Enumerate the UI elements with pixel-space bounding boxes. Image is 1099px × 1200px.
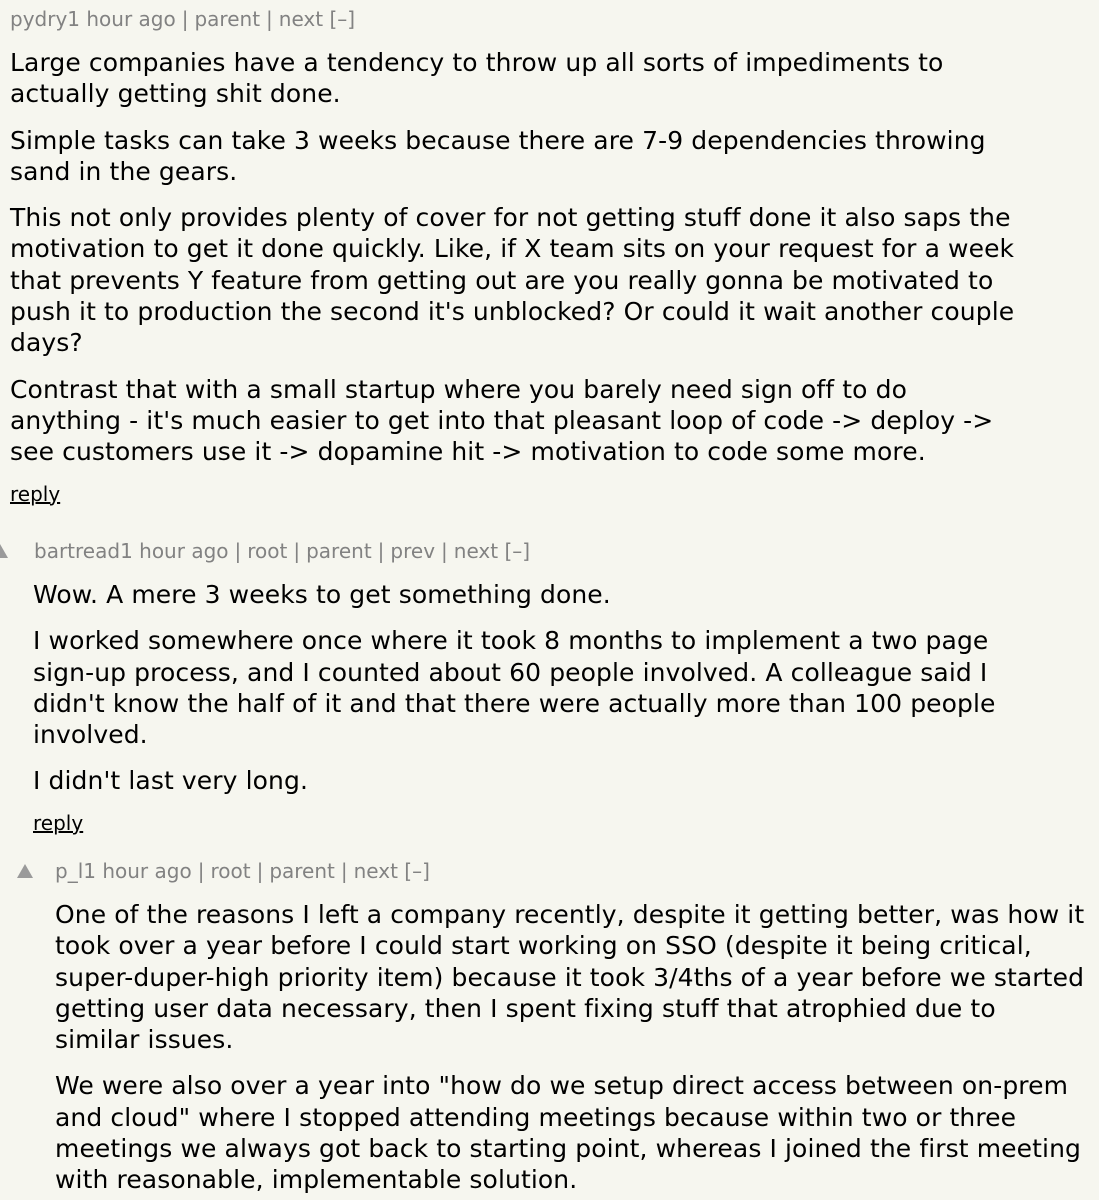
comment-paragraph: We were also over a year into "how do we setup direct access between on-prem and cloud" where I stopped attending meetings because within two or three meetings we always got back to starting point, whereas I joined the first meeting with reasonable, implementable solution. bbox=[55, 1071, 1081, 1195]
comment-body bbox=[10, 47, 1080, 468]
comment-body bbox=[55, 899, 1095, 1196]
comment-header bbox=[17, 858, 1099, 884]
separator: | bbox=[266, 7, 273, 31]
comment-paragraph: This not only provides plenty of cover for not getting stuff done it also saps the motivation to get it done quickly. Like, if X team sits on your request for a week that prevents Y feature from getting out are you really gonna be motivated to push it to production the second it's unblocked? Or could it wait another couple days? bbox=[10, 203, 1015, 358]
comment bbox=[0, 858, 1099, 1196]
comment-header bbox=[0, 538, 1099, 564]
root-link[interactable]: root bbox=[210, 859, 251, 883]
comment-paragraph: Simple tasks can take 3 weeks because there are 7-9 dependencies throwing sand in the gears. bbox=[10, 125, 986, 186]
parent-link[interactable]: parent bbox=[269, 859, 335, 883]
upvote-arrow-icon[interactable] bbox=[0, 544, 8, 558]
next-collapse-link[interactable]: next [–] bbox=[278, 7, 356, 31]
next-collapse-link[interactable]: next [–] bbox=[353, 859, 430, 883]
separator: | bbox=[377, 539, 385, 563]
reply-link[interactable]: reply bbox=[33, 810, 84, 835]
parent-link[interactable]: parent bbox=[194, 7, 261, 31]
comment-paragraph: Wow. A mere 3 weeks to get something done. bbox=[33, 580, 611, 609]
separator: | bbox=[441, 539, 448, 563]
separator: | bbox=[293, 539, 301, 563]
root-link[interactable]: root bbox=[247, 539, 288, 563]
comment-paragraph: One of the reasons I left a company recently, despite it getting better, was how it took over a year before I could start working on SSO (despite it being critical, super-duper-high priority item) because it took 3/4ths of a year before we started getting user data necessary, then I spent fixing stuff that atrophied due to similar issues. bbox=[55, 900, 1085, 1055]
separator: | bbox=[181, 7, 189, 31]
comment-paragraph: I didn't last very long. bbox=[33, 766, 309, 796]
prev-link[interactable]: prev bbox=[390, 539, 436, 563]
comment-author[interactable]: p_l bbox=[55, 859, 84, 883]
separator: | bbox=[340, 859, 348, 883]
comment-body bbox=[33, 579, 1073, 797]
comment-author[interactable]: pydry bbox=[10, 7, 68, 31]
comment bbox=[0, 6, 1099, 506]
separator: | bbox=[256, 859, 264, 883]
comment bbox=[0, 538, 1099, 835]
parent-link[interactable]: parent bbox=[306, 539, 372, 563]
comment-paragraph: Contrast that with a small startup where you barely need sign off to do anything - it's much easier to get into that pleasant loop of code -> deploy -> see customers use it -> dopamine hit -> motivation to code some more. bbox=[10, 374, 994, 467]
comment-author[interactable]: bartread bbox=[34, 539, 121, 563]
comment-age[interactable]: 1 hour ago bbox=[83, 859, 192, 883]
reply-link[interactable]: reply bbox=[10, 481, 61, 506]
upvote-arrow-icon[interactable] bbox=[17, 864, 33, 878]
comment-paragraph: Large companies have a tendency to throw up all sorts of impediments to actually getting shit done. bbox=[10, 48, 944, 109]
comment-paragraph: I worked somewhere once where it took 8 months to implement a two page sign-up process, and I counted about 60 people involved. A colleague said I didn't know the half of it and that there were actually more than 100 people involved. bbox=[33, 626, 996, 750]
separator: | bbox=[197, 859, 205, 883]
next-collapse-link[interactable]: next [–] bbox=[453, 539, 531, 563]
comment-age[interactable]: 1 hour ago bbox=[67, 7, 176, 31]
comment-header bbox=[10, 6, 1099, 32]
separator: | bbox=[234, 539, 242, 563]
comment-age[interactable]: 1 hour ago bbox=[120, 539, 229, 563]
